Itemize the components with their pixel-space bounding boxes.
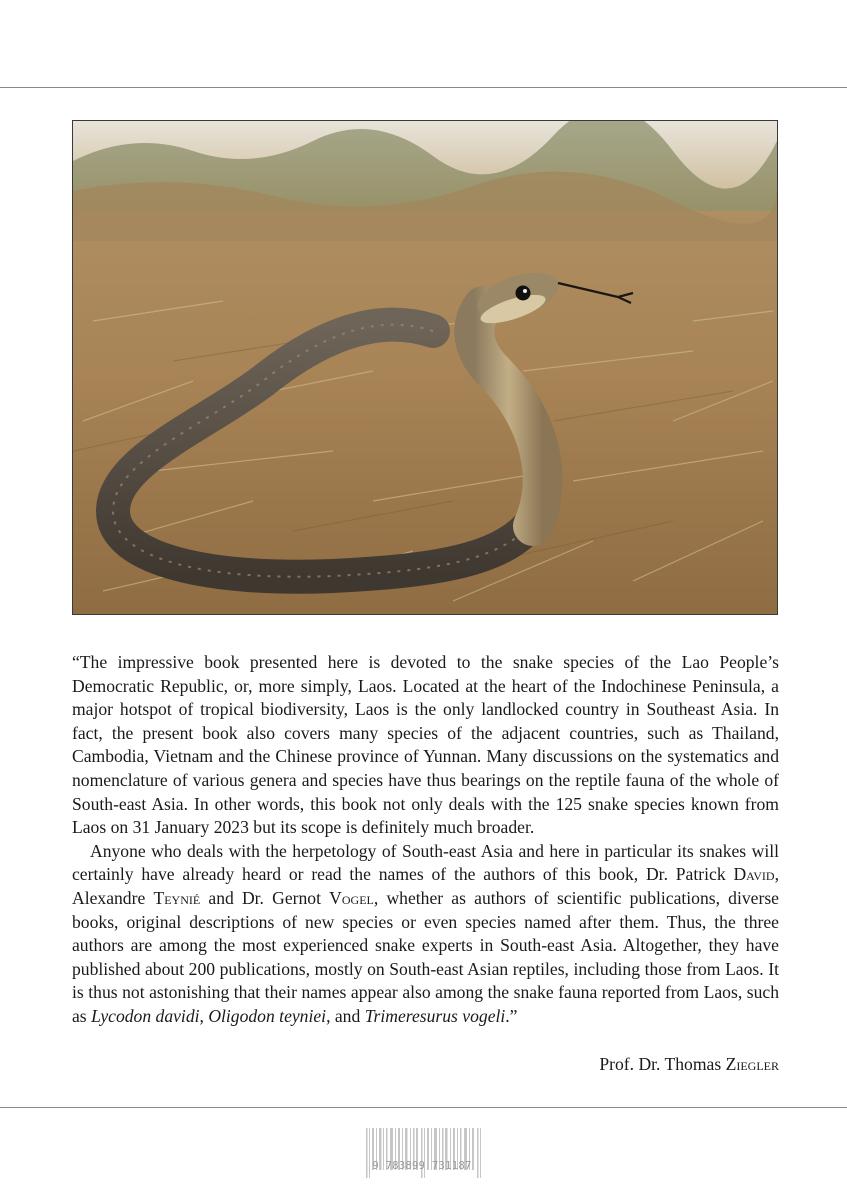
blurb-text — [72, 651, 779, 1029]
species-trimeresurus-vogeli: Trimeresurus vogeli — [364, 1005, 506, 1026]
quote-signature — [599, 1052, 779, 1076]
blurb-p1-text: “The impressive book presented here is devoted to the snake species of the Lao People’s Democratic Republic, or, more simply, Laos. Located at the heart of the Indochinese Peninsula, a major hotspot of tropical biodiversity, Laos is the only landlocked country in Southeast Asia. In fact, the present book also covers many species of the adjacent countries, such as Thailand, Cambodia, Vietnam and the Chinese province of Yunnan. Many discussions on the systematics and nomenclature of various genera and species have thus bearings on the reptile fauna of the whole of South-east Asia. In other words, this book not only deals with the 125 snake species known from Laos on 31 January 2023 but its scope is definitely much broader. — [72, 652, 779, 838]
snake-photo-illustration — [73, 121, 777, 614]
barcode-digits: 9 783899 731187 — [372, 1160, 472, 1172]
blurb-sep-1: , — [199, 1005, 209, 1026]
blurb-p2-text-d: , whether as authors of scientific publications, diverse books, original descriptions of new species or even species named after them. Thus, the three authors are among the most experienced snake experts in South-east Asia. Altogether, they have published about 200 publications, mostly on South-east Asian reptiles, including those from Laos. It is thus not astonishing that their names appear also among the snake fauna reported from Laos, such as — [72, 887, 779, 1026]
blurb-p2-text-a: Anyone who deals with the herpetology of South-east Asia and here in particular its snakes will certainly have already heard or read the names of the authors of this book, Dr. Patrick — [72, 840, 779, 885]
blurb-end: .” — [505, 1005, 518, 1026]
author-teynie: Teynié — [153, 887, 201, 908]
blurb-sep-2: , and — [326, 1005, 365, 1026]
species-oligodon-teyniei: Oligodon teyniei — [208, 1005, 327, 1026]
blurb-paragraph-1 — [72, 651, 779, 840]
cover-photo — [72, 120, 778, 615]
species-lycodon-davidi: Lycodon davidi — [91, 1005, 200, 1026]
blurb-p2-text-c: and Dr. Gernot — [200, 887, 330, 908]
bottom-rule — [0, 1107, 847, 1108]
signature-prefix: Prof. Dr. Thomas — [599, 1054, 726, 1074]
top-rule — [0, 87, 847, 88]
blurb-paragraph-2 — [72, 840, 779, 1029]
signature-surname: Ziegler — [725, 1054, 779, 1074]
author-vogel: Vogel — [329, 887, 374, 908]
author-david: David — [733, 864, 775, 885]
blurb-p2-text-b: , Alexandre — [72, 864, 779, 908]
